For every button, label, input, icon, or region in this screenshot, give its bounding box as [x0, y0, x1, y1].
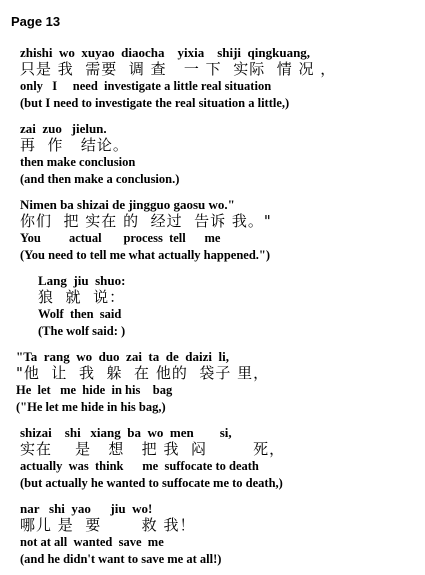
- sentence-5: [16, 348, 416, 416]
- gloss-line: not at all wanted save me: [20, 535, 164, 549]
- sentence-1: [20, 44, 420, 112]
- sentence-7: [20, 500, 420, 568]
- gloss-line: actually was think me suffocate to death: [20, 459, 259, 473]
- pinyin-line: "Ta rang wo duo zai ta de daizi li,: [16, 349, 229, 364]
- page-number: Page 13: [11, 14, 61, 29]
- sentence-4: [38, 272, 425, 340]
- sentence-6: [20, 424, 420, 492]
- hanzi-line: 狼 就 说：: [38, 288, 126, 306]
- translation-line: (The wolf said: ): [38, 324, 126, 338]
- pinyin-line: zai zuo jielun.: [20, 121, 107, 136]
- sentence-3: [20, 196, 420, 264]
- translation-line: (but I need to investigate the real situation a little,): [20, 96, 290, 110]
- pinyin-line: zhishi wo xuyao diaocha yixia shiji qingkuang,: [20, 45, 311, 60]
- translation-line: ("He let me hide in his bag,): [16, 400, 166, 414]
- translation-line: (You need to tell me what actually happened."): [20, 248, 270, 262]
- pinyin-line: Lang jiu shuo:: [38, 273, 126, 288]
- gloss-line: He let me hide in his bag: [16, 383, 173, 397]
- gloss-line: then make conclusion: [20, 155, 136, 169]
- pinyin-line: shizai shi xiang ba wo men si,: [20, 425, 232, 440]
- hanzi-line: "他 让 我 躲 在 他的 袋子 里，: [16, 364, 270, 382]
- pinyin-line: nar shi yao jiu wo!: [20, 501, 153, 516]
- sentence-2: [20, 120, 420, 188]
- translation-line: (but actually he wanted to suffocate me to death,): [20, 476, 283, 490]
- gloss-line: only I need investigate a little real situation: [20, 79, 272, 93]
- hanzi-line: 只是 我 需要 调 查 一 下 实际 情 况 ，: [20, 60, 337, 78]
- gloss-line: You actual process tell me: [20, 231, 221, 245]
- gloss-line: Wolf then said: [38, 307, 122, 321]
- hanzi-line: 你们 把 实在 的 经过 告诉 我。": [20, 212, 272, 230]
- hanzi-line: 再 作 结论。: [20, 136, 129, 154]
- translation-line: (and then make a conclusion.): [20, 172, 180, 186]
- translation-line: (and he didn't want to save me at all!): [20, 552, 222, 566]
- pinyin-line: Nimen ba shizai de jingguo gaosu wo.": [20, 197, 235, 212]
- hanzi-line: 哪儿 是 要 救 我！: [20, 516, 196, 534]
- hanzi-line: 实在 是 想 把 我 闷 死，: [20, 440, 286, 458]
